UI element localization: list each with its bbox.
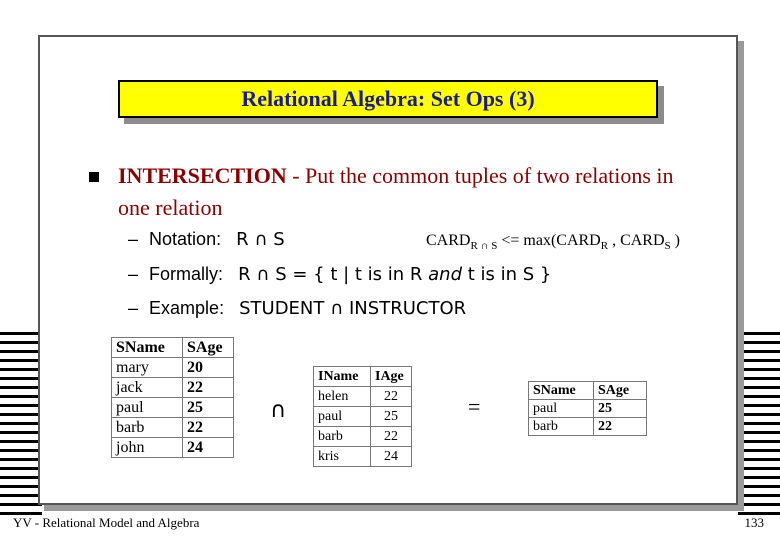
footer-course-title: YV - Relational Model and Algebra [13,515,200,530]
cardinality-formula [426,232,680,252]
card-prefix: CARD [426,232,471,249]
dash: – [128,264,139,284]
subbullet-example [128,298,466,319]
table-cell: 22 [371,427,412,447]
table-cell: barb [112,418,183,438]
table-cell: 22 [183,418,234,438]
table-row [112,398,234,418]
dash: – [128,229,139,249]
card-sub-intersection: R ∩ S [470,240,498,253]
card-sub-r: R [600,240,609,253]
table-cell: 20 [183,358,234,378]
table-cell: john [112,438,183,458]
bullet-keyword: INTERSECTION [118,163,287,188]
instructor-table [313,366,412,467]
table-row [529,400,647,418]
left-decorative-stripes [0,332,42,521]
formally-label: Formally: [149,264,224,284]
table-cell: 24 [183,438,234,458]
column-header: IAge [371,367,412,387]
bullet-marker [89,172,99,182]
table-cell: 22 [594,418,647,436]
right-decorative-stripes [738,332,780,521]
example-label: Example: [149,298,225,318]
page-number: 133 [744,515,764,530]
card-sub-s: S [664,240,671,253]
table-header-row [529,382,647,400]
table-cell: 25 [594,400,647,418]
column-header: SName [529,382,594,400]
card-middle: <= max(CARD [497,232,601,249]
table-cell: 22 [371,387,412,407]
bullet-description: - Put the common tuples of two relations in one relation [118,163,674,220]
bullet-intersection [118,160,678,224]
card-sep: , CARD [608,232,665,249]
column-header: IName [314,367,371,387]
table-cell: 22 [183,378,234,398]
table-row [112,378,234,398]
student-table [111,337,234,458]
formally-expr: R ∩ S = { t | t is in R [238,264,429,285]
table-row [314,407,412,427]
column-header: SName [112,338,183,358]
table-row [112,358,234,378]
formally-and: and [428,264,462,285]
intersection-operator: ∩ [270,398,287,423]
table-header-row [112,338,234,358]
table-cell: barb [314,427,371,447]
table-cell: mary [112,358,183,378]
table-cell: 25 [183,398,234,418]
column-header: SAge [183,338,234,358]
table-cell: paul [529,400,594,418]
result-table [528,381,647,436]
table-cell: paul [112,398,183,418]
table-cell: kris [314,447,371,467]
notation-label: Notation: [149,229,222,249]
table-cell: 24 [371,447,412,467]
slide-title: Relational Algebra: Set Ops (3) [118,80,658,118]
table-row [112,418,234,438]
table-cell: 25 [371,407,412,427]
table-row [314,447,412,467]
table-row [314,427,412,447]
equals-operator: = [468,394,481,419]
subbullet-formally [128,264,551,285]
subbullet-notation [128,229,285,250]
table-header-row [314,367,412,387]
table-row [529,418,647,436]
formally-expr-tail: t is in S } [462,264,552,285]
example-expr: STUDENT ∩ INSTRUCTOR [239,298,467,319]
table-cell: barb [529,418,594,436]
card-end: ) [670,232,680,249]
column-header: SAge [594,382,647,400]
table-cell: jack [112,378,183,398]
table-row [314,387,412,407]
dash: – [128,298,139,318]
table-row [112,438,234,458]
notation-expr: R ∩ S [236,229,285,250]
table-cell: paul [314,407,371,427]
table-cell: helen [314,387,371,407]
